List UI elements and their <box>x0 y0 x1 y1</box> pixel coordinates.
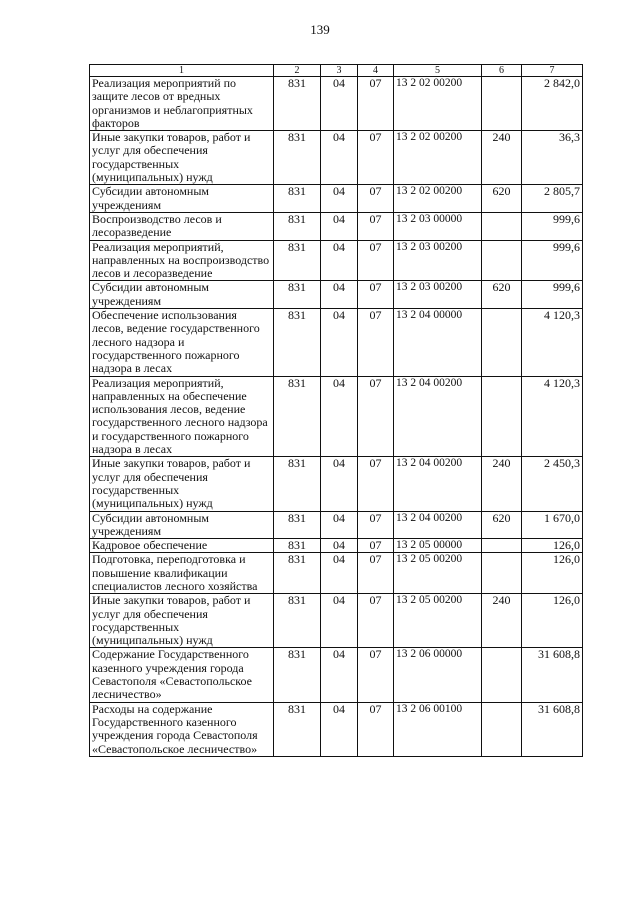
ministry-code-cell: 831 <box>274 376 321 457</box>
section-cell: 04 <box>321 539 358 553</box>
table-row <box>90 185 583 213</box>
table-row <box>90 131 583 185</box>
item-name-cell: Подготовка, переподготовка и повышение квалификации специалистов лесного хозяйства <box>90 553 274 594</box>
subsection-cell: 07 <box>358 553 394 594</box>
expense-type-cell: 240 <box>482 457 522 511</box>
table-row <box>90 309 583 376</box>
target-article-cell: 13 2 06 00100 <box>394 702 482 756</box>
expense-type-cell: 620 <box>482 185 522 213</box>
expense-type-cell <box>482 553 522 594</box>
section-cell: 04 <box>321 240 358 281</box>
table-row <box>90 212 583 240</box>
table-row <box>90 77 583 131</box>
target-article-cell: 13 2 04 00200 <box>394 457 482 511</box>
target-article-cell: 13 2 02 00200 <box>394 77 482 131</box>
ministry-code-cell: 831 <box>274 77 321 131</box>
subsection-cell: 07 <box>358 309 394 376</box>
target-article-cell: 13 2 05 00200 <box>394 553 482 594</box>
item-name-cell: Субсидии автономным учреждениям <box>90 511 274 539</box>
amount-cell: 126,0 <box>522 539 583 553</box>
header-cell: 2 <box>274 65 321 77</box>
item-name-cell: Иные закупки товаров, работ и услуг для обеспечения государственных (муниципальных) нужд <box>90 594 274 648</box>
target-article-cell: 13 2 02 00200 <box>394 131 482 185</box>
amount-cell: 31 608,8 <box>522 648 583 702</box>
amount-cell: 31 608,8 <box>522 702 583 756</box>
target-article-cell: 13 2 03 00200 <box>394 240 482 281</box>
subsection-cell: 07 <box>358 131 394 185</box>
expense-type-cell: 620 <box>482 281 522 309</box>
target-article-cell: 13 2 04 00200 <box>394 511 482 539</box>
subsection-cell: 07 <box>358 77 394 131</box>
amount-cell: 2 805,7 <box>522 185 583 213</box>
budget-table <box>89 64 583 757</box>
amount-cell: 999,6 <box>522 212 583 240</box>
ministry-code-cell: 831 <box>274 131 321 185</box>
table-body <box>90 77 583 757</box>
table-row <box>90 553 583 594</box>
section-cell: 04 <box>321 648 358 702</box>
subsection-cell: 07 <box>358 539 394 553</box>
table-row <box>90 648 583 702</box>
expense-type-cell <box>482 240 522 281</box>
item-name-cell: Содержание Государственного казенного учреждения города Севастополя «Севастопольское лесничество» <box>90 648 274 702</box>
expense-type-cell <box>482 539 522 553</box>
header-cell: 1 <box>90 65 274 77</box>
expense-type-cell <box>482 77 522 131</box>
item-name-cell: Реализация мероприятий, направленных на обеспечение использования лесов, ведение государственного лесного надзора и государственного пожарного надзора в лесах <box>90 376 274 457</box>
target-article-cell: 13 2 06 00000 <box>394 648 482 702</box>
table-row <box>90 240 583 281</box>
subsection-cell: 07 <box>358 376 394 457</box>
section-cell: 04 <box>321 77 358 131</box>
section-cell: 04 <box>321 185 358 213</box>
amount-cell: 4 120,3 <box>522 309 583 376</box>
expense-type-cell: 240 <box>482 594 522 648</box>
ministry-code-cell: 831 <box>274 511 321 539</box>
item-name-cell: Реализация мероприятий, направленных на воспроизводство лесов и лесоразведение <box>90 240 274 281</box>
expense-type-cell <box>482 702 522 756</box>
section-cell: 04 <box>321 702 358 756</box>
ministry-code-cell: 831 <box>274 702 321 756</box>
ministry-code-cell: 831 <box>274 457 321 511</box>
amount-cell: 999,6 <box>522 281 583 309</box>
expense-type-cell: 620 <box>482 511 522 539</box>
header-cell: 3 <box>321 65 358 77</box>
ministry-code-cell: 831 <box>274 648 321 702</box>
item-name-cell: Субсидии автономным учреждениям <box>90 185 274 213</box>
amount-cell: 1 670,0 <box>522 511 583 539</box>
section-cell: 04 <box>321 594 358 648</box>
target-article-cell: 13 2 05 00000 <box>394 539 482 553</box>
target-article-cell: 13 2 03 00000 <box>394 212 482 240</box>
section-cell: 04 <box>321 376 358 457</box>
subsection-cell: 07 <box>358 212 394 240</box>
subsection-cell: 07 <box>358 511 394 539</box>
amount-cell: 126,0 <box>522 553 583 594</box>
subsection-cell: 07 <box>358 185 394 213</box>
amount-cell: 999,6 <box>522 240 583 281</box>
ministry-code-cell: 831 <box>274 309 321 376</box>
subsection-cell: 07 <box>358 457 394 511</box>
item-name-cell: Субсидии автономным учреждениям <box>90 281 274 309</box>
ministry-code-cell: 831 <box>274 240 321 281</box>
ministry-code-cell: 831 <box>274 594 321 648</box>
target-article-cell: 13 2 02 00200 <box>394 185 482 213</box>
header-cell: 7 <box>522 65 583 77</box>
subsection-cell: 07 <box>358 594 394 648</box>
expense-type-cell <box>482 376 522 457</box>
table-row <box>90 376 583 457</box>
section-cell: 04 <box>321 553 358 594</box>
subsection-cell: 07 <box>358 240 394 281</box>
amount-cell: 2 450,3 <box>522 457 583 511</box>
section-cell: 04 <box>321 281 358 309</box>
header-row <box>90 65 583 77</box>
item-name-cell: Кадровое обеспечение <box>90 539 274 553</box>
table-row <box>90 594 583 648</box>
item-name-cell: Воспроизводство лесов и лесоразведение <box>90 212 274 240</box>
section-cell: 04 <box>321 457 358 511</box>
ministry-code-cell: 831 <box>274 185 321 213</box>
section-cell: 04 <box>321 131 358 185</box>
table-row <box>90 281 583 309</box>
subsection-cell: 07 <box>358 648 394 702</box>
header-cell: 4 <box>358 65 394 77</box>
target-article-cell: 13 2 03 00200 <box>394 281 482 309</box>
item-name-cell: Обеспечение использования лесов, ведение государственного лесного надзора и государственного пожарного надзора в лесах <box>90 309 274 376</box>
expense-type-cell <box>482 648 522 702</box>
item-name-cell: Иные закупки товаров, работ и услуг для обеспечения государственных (муниципальных) нужд <box>90 131 274 185</box>
target-article-cell: 13 2 04 00200 <box>394 376 482 457</box>
expense-type-cell <box>482 309 522 376</box>
ministry-code-cell: 831 <box>274 539 321 553</box>
section-cell: 04 <box>321 309 358 376</box>
header-cell: 6 <box>482 65 522 77</box>
subsection-cell: 07 <box>358 281 394 309</box>
section-cell: 04 <box>321 511 358 539</box>
page-number: 139 <box>310 22 330 37</box>
expense-type-cell: 240 <box>482 131 522 185</box>
expense-type-cell <box>482 212 522 240</box>
table-row <box>90 511 583 539</box>
amount-cell: 126,0 <box>522 594 583 648</box>
target-article-cell: 13 2 05 00200 <box>394 594 482 648</box>
subsection-cell: 07 <box>358 702 394 756</box>
section-cell: 04 <box>321 212 358 240</box>
ministry-code-cell: 831 <box>274 281 321 309</box>
table-row <box>90 457 583 511</box>
ministry-code-cell: 831 <box>274 553 321 594</box>
amount-cell: 36,3 <box>522 131 583 185</box>
amount-cell: 4 120,3 <box>522 376 583 457</box>
item-name-cell: Иные закупки товаров, работ и услуг для обеспечения государственных (муниципальных) нужд <box>90 457 274 511</box>
item-name-cell: Реализация мероприятий по защите лесов от вредных организмов и неблагоприятных факторов <box>90 77 274 131</box>
item-name-cell: Расходы на содержание Государственного казенного учреждения города Севастополя «Севастопольское лесничество» <box>90 702 274 756</box>
table-row <box>90 539 583 553</box>
amount-cell: 2 842,0 <box>522 77 583 131</box>
table-row <box>90 702 583 756</box>
target-article-cell: 13 2 04 00000 <box>394 309 482 376</box>
ministry-code-cell: 831 <box>274 212 321 240</box>
header-cell: 5 <box>394 65 482 77</box>
